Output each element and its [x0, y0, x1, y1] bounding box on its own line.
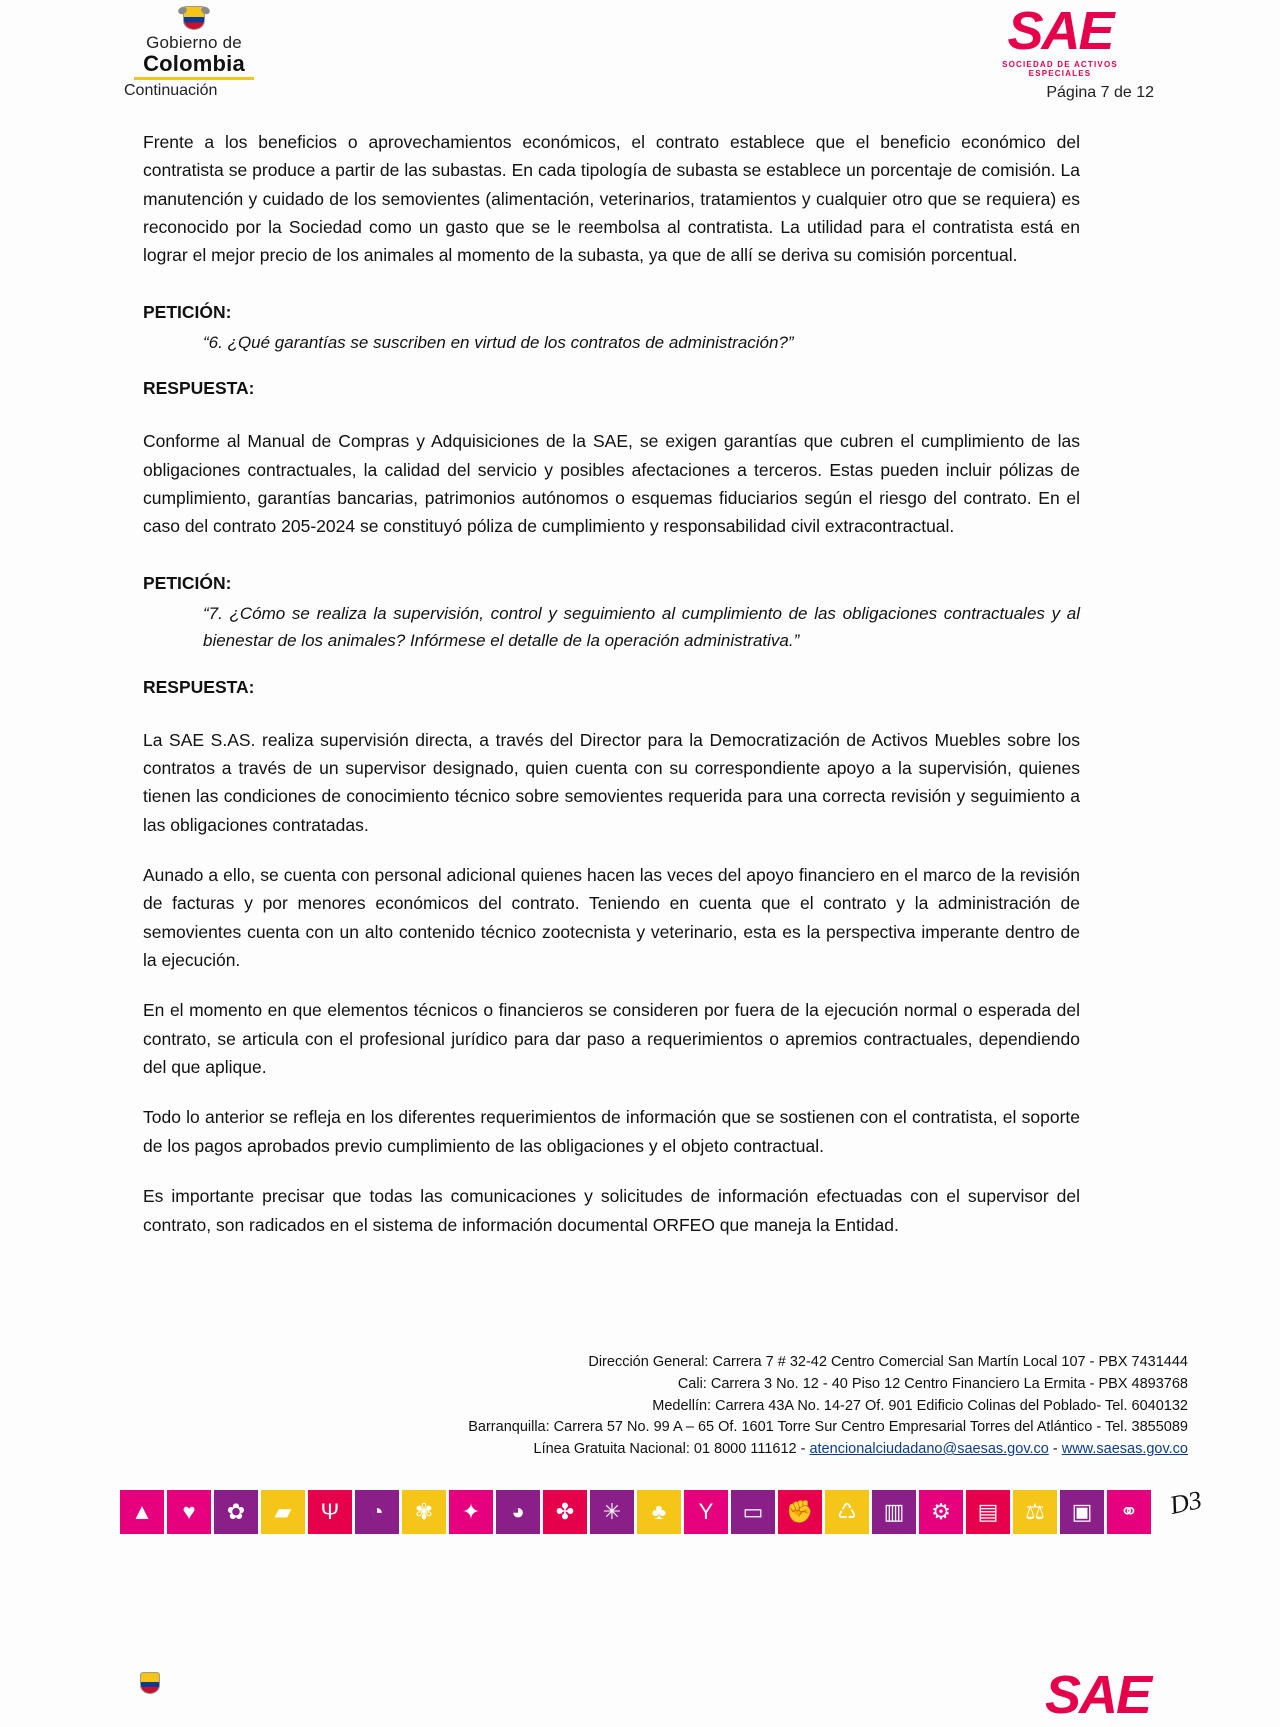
- page-header: [0, 0, 1280, 112]
- document-body: [143, 128, 1080, 1261]
- page-indicator: Página 7 de 12: [1046, 84, 1154, 101]
- footer-email-link[interactable]: atencionalciudadano@saesas.gov.co: [809, 1441, 1049, 1457]
- peticion-text-7: “7. ¿Cómo se realiza la supervisión, control y seguimiento al cumplimiento de las obligaciones contractuales y al bienestar de los animales? Infórmese el detalle de la operación administrativa.”: [203, 603, 1080, 651]
- cocktail-icon: Y: [684, 1490, 728, 1534]
- windmill-icon: ✳: [590, 1490, 634, 1534]
- graduation-cap-icon: ▰: [261, 1490, 305, 1534]
- respuesta-text-6: Conforme al Manual de Compras y Adquisiciones de la SAE, se exigen garantías que cubren el cumplimiento de las obligaciones contractuales, la calidad del servicio y posibles afectaciones a terceros. Estas pueden incluir pólizas de cumplimiento, garantías bancarias, patrimonios autónomos o esquemas fiduciarios según el riesgo del contrato. En el caso del contrato 205-2024 se constituyó póliza de cumplimiento y responsabilidad civil extracontractual.: [143, 431, 1080, 537]
- colombia-crest-icon: [179, 6, 209, 32]
- armadillo-icon: ◔: [355, 1490, 399, 1534]
- page-footer: [0, 1352, 1280, 1461]
- government-logo: [104, 6, 284, 80]
- footer-line-medellin: Medellín: Carrera 43A No. 14-27 Of. 901 Edificio Colinas del Poblado- Tel. 6040132: [652, 1397, 1188, 1414]
- respuesta-7-paragraph-3: En el momento en que elementos técnicos o financieros se consideren por fuera de la ejecución normal o esperada del contrato, se articula con el profesional jurídico para dar paso a requerimientos o apremios contractuales, dependiendo del que aplique.: [143, 1000, 1080, 1078]
- heart-hand-icon: ♥: [167, 1490, 211, 1534]
- sae-logo: [970, 1, 1150, 78]
- palm-tree-icon: ♣: [637, 1490, 681, 1534]
- footer-address-block: [0, 1352, 1280, 1461]
- bee-icon: ✾: [402, 1490, 446, 1534]
- gears-icon: ⚙: [919, 1490, 963, 1534]
- peticion-label-6: PETICIÓN:: [143, 301, 232, 322]
- respuesta-7-paragraph-5: Es importante precisar que todas las comunicaciones y solicitudes de información efectuadas con el supervisor del contrato, son radicados en el sistema de información documental ORFEO que maneja la Entidad.: [143, 1186, 1080, 1235]
- bottom-colombia-crest-icon: [140, 1672, 160, 1694]
- tv-icon: ▣: [1060, 1490, 1104, 1534]
- fist-icon: ✊: [778, 1490, 822, 1534]
- intro-paragraph: Frente a los beneficios o aprovechamientos económicos, el contrato establece que el beneficio económico del contratista se produce a partir de las subastas. En cada tipología de subasta se establece un porcentaje de comisión. La manutención y cuidado de los semovientes (alimentación, veterinarios, tratamientos y cualquier otro que se requiera) es reconocido por la Sociedad como un gasto que se le reembolsa al contratista. La utilidad para el contratista está en lograr el mejor precio de los animales al momento de la subasta, ya que de allí se deriva su comisión porcentual.: [143, 132, 1080, 266]
- peticion-label-7: PETICIÓN:: [143, 572, 232, 593]
- butterfly-icon: ✦: [449, 1490, 493, 1534]
- peticion-text-6: “6. ¿Qué garantías se suscriben en virtud de los contratos de administración?”: [203, 332, 794, 352]
- sae-wordmark: SAE: [1007, 1, 1113, 61]
- truck-icon: ▤: [966, 1490, 1010, 1534]
- hand-plant-icon: ✤: [543, 1490, 587, 1534]
- recycle-icon: ♺: [825, 1490, 869, 1534]
- buildings-icon: ▥: [872, 1490, 916, 1534]
- gov-line2: Colombia: [143, 50, 245, 76]
- footer-website-link[interactable]: www.saesas.gov.co: [1061, 1441, 1188, 1457]
- cutlery-icon: Ψ: [308, 1490, 352, 1534]
- sdg-icon-strip: [120, 1490, 1151, 1534]
- respuesta-7-paragraph-2: Aunado a ello, se cuenta con personal adicional quienes hacen las veces del apoyo financiero en el marco de la revisión de facturas y por menores económicos del contrato. Teniendo en cuenta que el contrato y la administración de semovientes cuenta con un alto contenido técnico zootecnista y veterinario, esta es la perspectiva imperante dentro de la ejecución.: [143, 865, 1080, 971]
- avocado-icon: ◕: [496, 1490, 540, 1534]
- gov-line1: Gobierno de: [146, 33, 242, 52]
- bottom-sae-wordmark: SAE: [1044, 1665, 1150, 1725]
- scales-icon: ⚖: [1013, 1490, 1057, 1534]
- flower-icon: ✿: [214, 1490, 258, 1534]
- respuesta-label-6: RESPUESTA:: [143, 378, 255, 399]
- handwritten-mark: D3: [1167, 1485, 1205, 1520]
- footer-line-barranquilla: Barranquilla: Carrera 57 No. 99 A – 65 Of. 1601 Torre Sur Centro Empresarial Torres del Atlántico - Tel. 3855089: [468, 1419, 1188, 1436]
- continuation-label: Continuación: [124, 82, 218, 99]
- sae-tagline: SOCIEDAD DE ACTIVOS ESPECIALES: [1002, 60, 1118, 78]
- gov-underline: [134, 77, 254, 80]
- laptop-icon: ▭: [731, 1490, 775, 1534]
- respuesta-7-paragraph-4: Todo lo anterior se refleja en los diferentes requerimientos de información que se sostienen con el contratista, el soporte de los pagos aprobados previo cumplimiento de las obligaciones y el objeto contractual.: [143, 1107, 1080, 1156]
- respuesta-label-7: RESPUESTA:: [143, 676, 255, 697]
- footer-line-cali: Cali: Carrera 3 No. 12 - 40 Piso 12 Centro Financiero La Ermita - PBX 4893768: [677, 1375, 1188, 1392]
- footer-line-direccion-general: Dirección General: Carrera 7 # 32-42 Centro Comercial San Martín Local 107 - PBX 7431444: [588, 1354, 1188, 1370]
- people-icon: ⚭: [1107, 1490, 1151, 1534]
- respuesta-7-paragraph-1: La SAE S.AS. realiza supervisión directa, a través del Director para la Democratización de Activos Muebles sobre los contratos a través de un supervisor designado, quien cuenta con su correspondiente apoyo a la supervisión, quienes tienen las condiciones de conocimiento técnico sobre semovientes requerida para una correcta revisión y seguimiento a las obligaciones contratadas.: [143, 729, 1080, 835]
- footer-separator: -: [1048, 1441, 1062, 1457]
- map-colombia-icon: ▲: [120, 1490, 164, 1534]
- footer-hotline-text: Línea Gratuita Nacional: 01 8000 111612 -: [533, 1441, 810, 1457]
- footer-line-linea-gratuita: [0, 1439, 1188, 1461]
